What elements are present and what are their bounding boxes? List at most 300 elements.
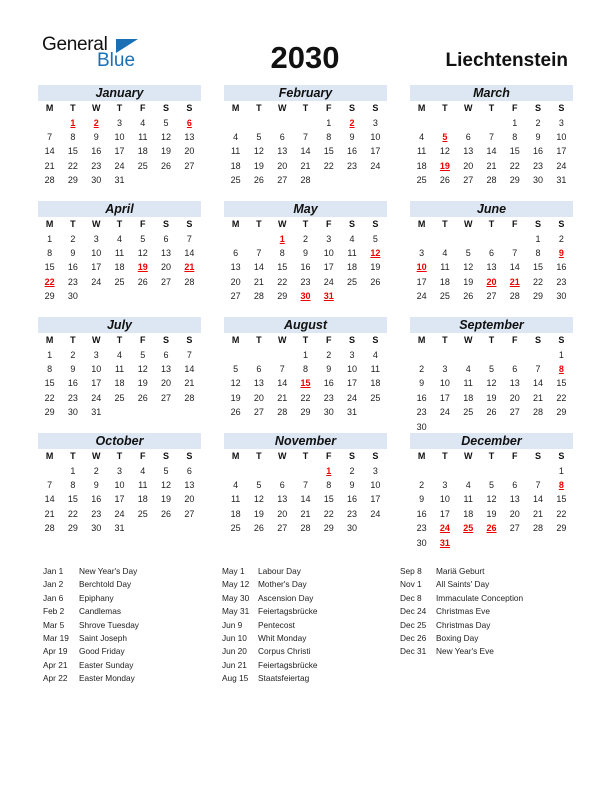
day-cell: 27: [161, 276, 172, 287]
day-cell: 24: [114, 160, 125, 171]
holiday-name: Mother's Day: [258, 579, 307, 590]
weekday-label: S: [558, 451, 565, 462]
day-cell: 18: [370, 378, 381, 389]
holiday-date: Apr 22: [43, 673, 68, 684]
day-cell: 28: [253, 291, 264, 302]
weekday-label: W: [277, 451, 287, 462]
holiday-row: [43, 605, 139, 618]
day-cell: 28: [44, 175, 55, 186]
day-cell: 24: [556, 160, 567, 171]
day-cell: 20: [184, 494, 195, 505]
day-cell: 14: [533, 378, 544, 389]
day-cell: 26: [439, 175, 450, 186]
day-cell: 30: [416, 537, 427, 548]
day-cell: 25: [137, 160, 148, 171]
holiday-row: [222, 659, 318, 672]
day-cell: 9: [349, 479, 355, 490]
holiday-date: Dec 31: [400, 646, 427, 657]
day-cell: 24: [416, 291, 427, 302]
month-header: February: [224, 85, 387, 101]
month-days-grid: [410, 333, 573, 434]
holiday-row: [400, 592, 523, 605]
weekday-label: M: [231, 219, 240, 230]
weekday-label: M: [231, 335, 240, 346]
holiday-name: Feiertagsbrücke: [258, 606, 318, 617]
holiday-name: Christmas Eve: [436, 606, 490, 617]
day-cell: 27: [184, 160, 195, 171]
day-cell: 24: [323, 276, 334, 287]
holiday-date: Mar 5: [43, 619, 65, 630]
day-cell: 20: [161, 378, 172, 389]
holiday-date: Dec 8: [400, 592, 422, 603]
day-cell: 3: [116, 117, 122, 128]
day-cell: 14: [509, 262, 520, 273]
day-cell: 10: [323, 247, 334, 258]
weekday-label: S: [558, 103, 565, 114]
day-cell: 23: [67, 276, 78, 287]
day-cell: 3: [326, 233, 332, 244]
weekday-label: W: [277, 103, 287, 114]
weekday-label: S: [372, 335, 379, 346]
holiday-day-cell: 1: [279, 233, 285, 244]
day-cell: 11: [230, 146, 241, 157]
weekday-label: T: [70, 451, 76, 462]
day-cell: 23: [347, 160, 358, 171]
holiday-date: Jun 10: [222, 632, 247, 643]
day-cell: 4: [116, 233, 122, 244]
day-cell: 14: [184, 363, 195, 374]
day-cell: 4: [233, 131, 239, 142]
weekday-label: T: [256, 103, 262, 114]
day-cell: 17: [439, 392, 450, 403]
weekday-label: T: [442, 451, 448, 462]
day-cell: 6: [186, 465, 192, 476]
day-cell: 6: [233, 247, 239, 258]
day-cell: 4: [419, 131, 425, 142]
day-cell: 18: [137, 146, 148, 157]
day-cell: 29: [300, 407, 311, 418]
holiday-row: [222, 672, 318, 685]
holiday-day-cell: 6: [186, 117, 192, 128]
weekday-label: T: [488, 219, 495, 230]
day-cell: 19: [230, 392, 241, 403]
weekday-label: T: [442, 219, 448, 230]
day-cell: 2: [93, 465, 99, 476]
day-cell: 16: [91, 146, 102, 157]
day-cell: 23: [91, 508, 102, 519]
holiday-day-cell: 8: [558, 479, 564, 490]
day-cell: 27: [253, 407, 264, 418]
holiday-row: [222, 619, 318, 632]
day-cell: 25: [230, 175, 241, 186]
weekday-label: M: [231, 451, 240, 462]
day-cell: 6: [465, 131, 471, 142]
day-cell: 9: [93, 131, 99, 142]
day-cell: 13: [277, 494, 288, 505]
day-cell: 18: [416, 160, 427, 171]
weekday-label: S: [535, 451, 542, 462]
holiday-column: [400, 565, 523, 659]
weekday-label: T: [116, 335, 123, 346]
weekday-label: S: [349, 219, 356, 230]
holiday-day-cell: 2: [93, 117, 99, 128]
day-cell: 22: [67, 160, 78, 171]
day-cell: 29: [509, 175, 520, 186]
day-cell: 30: [91, 523, 102, 534]
day-cell: 19: [161, 146, 172, 157]
day-cell: 21: [277, 392, 288, 403]
day-cell: 16: [347, 146, 358, 157]
day-cell: 17: [323, 262, 334, 273]
day-cell: 22: [323, 160, 334, 171]
weekday-label: T: [116, 103, 123, 114]
month-november: [224, 433, 387, 535]
day-cell: 7: [47, 131, 53, 142]
holiday-row: [43, 565, 139, 578]
year-title: 2030: [270, 40, 340, 75]
day-cell: 10: [347, 363, 358, 374]
day-cell: 12: [439, 146, 450, 157]
day-cell: 4: [233, 479, 239, 490]
day-cell: 26: [137, 392, 148, 403]
weekday-label: S: [372, 451, 379, 462]
day-cell: 23: [323, 392, 334, 403]
day-cell: 13: [230, 262, 241, 273]
day-cell: 31: [114, 523, 125, 534]
day-cell: 13: [509, 378, 520, 389]
holiday-name: New Year's Day: [79, 566, 138, 576]
day-cell: 20: [253, 392, 264, 403]
day-cell: 3: [442, 363, 448, 374]
day-cell: 21: [44, 508, 55, 519]
weekday-label: S: [163, 451, 170, 462]
holiday-row: [43, 619, 139, 632]
day-cell: 29: [556, 407, 567, 418]
day-cell: 25: [463, 407, 474, 418]
day-cell: 29: [533, 291, 544, 302]
day-cell: 22: [67, 508, 78, 519]
day-cell: 3: [442, 479, 448, 490]
day-cell: 30: [67, 407, 78, 418]
weekday-label: W: [463, 219, 473, 230]
day-cell: 30: [347, 523, 358, 534]
day-cell: 20: [509, 508, 520, 519]
day-cell: 28: [486, 175, 497, 186]
generalblue-logo: [42, 34, 142, 74]
day-cell: 16: [533, 146, 544, 157]
day-cell: 16: [67, 262, 78, 273]
weekday-label: S: [163, 335, 170, 346]
day-cell: 17: [439, 508, 450, 519]
holiday-name: Shrove Tuesday: [79, 619, 139, 630]
weekday-label: F: [140, 335, 146, 346]
weekday-label: W: [463, 451, 473, 462]
day-cell: 6: [163, 349, 169, 360]
holiday-row: [43, 672, 139, 685]
day-cell: 26: [161, 160, 172, 171]
holiday-date: May 12: [222, 579, 250, 590]
weekday-label: S: [372, 103, 379, 114]
day-cell: 12: [253, 146, 264, 157]
month-june: [410, 201, 573, 303]
day-cell: 6: [163, 233, 169, 244]
weekday-label: W: [277, 335, 287, 346]
day-cell: 12: [253, 494, 264, 505]
day-cell: 19: [463, 276, 474, 287]
day-cell: 11: [347, 247, 357, 258]
weekday-label: F: [140, 219, 146, 230]
day-cell: 30: [91, 175, 102, 186]
month-days-grid: [224, 449, 387, 535]
weekday-label: S: [349, 451, 356, 462]
day-cell: 21: [300, 160, 311, 171]
day-cell: 15: [44, 378, 55, 389]
weekday-label: T: [256, 219, 262, 230]
day-cell: 3: [372, 117, 378, 128]
day-cell: 24: [439, 407, 450, 418]
day-cell: 18: [230, 160, 241, 171]
holiday-day-cell: 21: [509, 276, 520, 287]
day-cell: 26: [253, 175, 264, 186]
day-cell: 19: [161, 494, 172, 505]
day-cell: 8: [70, 131, 76, 142]
day-cell: 11: [370, 363, 381, 374]
day-cell: 12: [161, 479, 172, 490]
weekday-label: F: [140, 451, 146, 462]
holiday-name: New Year's Eve: [436, 646, 494, 657]
weekday-label: F: [140, 103, 146, 114]
day-cell: 9: [93, 479, 99, 490]
holiday-name: Corpus Christi: [258, 646, 311, 657]
day-cell: 5: [163, 465, 169, 476]
holiday-date: Jun 20: [222, 646, 247, 657]
day-cell: 10: [114, 479, 125, 490]
weekday-label: T: [442, 335, 448, 346]
day-cell: 7: [186, 349, 192, 360]
day-cell: 22: [556, 508, 567, 519]
day-cell: 20: [277, 508, 288, 519]
day-cell: 24: [370, 508, 381, 519]
holiday-day-cell: 26: [486, 523, 497, 534]
day-cell: 19: [486, 508, 497, 519]
day-cell: 29: [67, 175, 78, 186]
day-cell: 15: [67, 494, 78, 505]
day-cell: 20: [463, 160, 474, 171]
day-cell: 13: [253, 378, 264, 389]
holiday-day-cell: 19: [439, 160, 450, 171]
day-cell: 15: [556, 494, 567, 505]
holiday-name: Saint Joseph: [79, 632, 127, 643]
day-cell: 29: [44, 407, 55, 418]
holiday-day-cell: 31: [439, 537, 450, 548]
day-cell: 2: [535, 117, 541, 128]
month-days-grid: [38, 217, 201, 303]
weekday-label: M: [45, 335, 54, 346]
weekday-label: S: [349, 335, 356, 346]
holiday-day-cell: 9: [558, 247, 564, 258]
weekday-label: S: [372, 219, 379, 230]
holiday-row: [43, 578, 139, 591]
day-cell: 15: [323, 146, 334, 157]
day-cell: 13: [184, 479, 195, 490]
day-cell: 15: [533, 262, 544, 273]
day-cell: 17: [114, 494, 125, 505]
holiday-day-cell: 1: [70, 117, 76, 128]
day-cell: 23: [416, 407, 427, 418]
day-cell: 28: [300, 175, 311, 186]
holiday-date: Mar 19: [43, 632, 69, 643]
weekday-label: T: [256, 451, 262, 462]
weekday-label: F: [512, 103, 518, 114]
holiday-name: Easter Sunday: [79, 659, 134, 670]
day-cell: 9: [326, 363, 332, 374]
holiday-date: Feb 2: [43, 606, 65, 617]
day-cell: 4: [349, 233, 355, 244]
holiday-date: May 30: [222, 592, 250, 603]
day-cell: 22: [44, 392, 55, 403]
holiday-name: Good Friday: [79, 646, 125, 657]
day-cell: 11: [114, 363, 125, 374]
day-cell: 14: [300, 494, 311, 505]
day-cell: 15: [44, 262, 55, 273]
day-cell: 5: [256, 479, 262, 490]
holiday-row: [222, 592, 318, 605]
holiday-row: [43, 592, 139, 605]
holiday-day-cell: 2: [349, 117, 355, 128]
holiday-name: Christmas Day: [436, 619, 491, 630]
day-cell: 13: [184, 131, 195, 142]
day-cell: 21: [533, 392, 544, 403]
holiday-row: [400, 645, 523, 658]
day-cell: 1: [512, 117, 518, 128]
country-title: Liechtenstein: [445, 50, 568, 71]
holiday-name: Mariä Geburt: [436, 566, 485, 576]
weekday-label: S: [535, 219, 542, 230]
weekday-label: S: [558, 335, 565, 346]
holiday-day-cell: 31: [323, 291, 334, 302]
weekday-label: M: [45, 103, 54, 114]
weekday-label: T: [70, 219, 76, 230]
day-cell: 31: [114, 175, 125, 186]
weekday-label: S: [558, 219, 565, 230]
day-cell: 10: [91, 247, 102, 258]
day-cell: 2: [302, 233, 308, 244]
month-september: [410, 317, 573, 434]
day-cell: 4: [372, 349, 378, 360]
day-cell: 9: [349, 131, 355, 142]
day-cell: 14: [184, 247, 195, 258]
day-cell: 8: [512, 131, 518, 142]
day-cell: 20: [277, 160, 288, 171]
day-cell: 12: [137, 363, 148, 374]
day-cell: 28: [533, 523, 544, 534]
day-cell: 21: [300, 508, 311, 519]
weekday-label: T: [302, 103, 309, 114]
month-days-grid: [224, 217, 387, 303]
weekday-label: S: [349, 103, 356, 114]
day-cell: 28: [184, 392, 195, 403]
month-days-grid: [224, 333, 387, 419]
day-cell: 15: [323, 494, 334, 505]
month-header: November: [224, 433, 387, 449]
weekday-label: F: [326, 335, 332, 346]
day-cell: 28: [184, 276, 195, 287]
day-cell: 18: [347, 262, 358, 273]
day-cell: 6: [512, 479, 518, 490]
holiday-row: [43, 645, 139, 658]
month-header: May: [224, 201, 387, 217]
day-cell: 5: [488, 363, 494, 374]
day-cell: 6: [256, 363, 262, 374]
day-cell: 31: [556, 175, 567, 186]
day-cell: 11: [138, 479, 148, 490]
weekday-label: T: [70, 103, 76, 114]
day-cell: 28: [300, 523, 311, 534]
day-cell: 27: [230, 291, 241, 302]
day-cell: 21: [533, 508, 544, 519]
weekday-label: M: [417, 219, 426, 230]
month-header: August: [224, 317, 387, 333]
weekday-label: W: [91, 335, 101, 346]
weekday-label: F: [512, 451, 518, 462]
day-cell: 11: [416, 146, 427, 157]
day-cell: 13: [463, 146, 474, 157]
day-cell: 24: [114, 508, 125, 519]
day-cell: 10: [114, 131, 125, 142]
month-header: September: [410, 317, 573, 333]
day-cell: 8: [47, 247, 53, 258]
day-cell: 7: [256, 247, 262, 258]
day-cell: 30: [416, 421, 427, 432]
holiday-row: [222, 565, 318, 578]
day-cell: 24: [91, 276, 102, 287]
day-cell: 9: [70, 363, 76, 374]
month-march: [410, 85, 573, 187]
day-cell: 6: [279, 131, 285, 142]
day-cell: 1: [70, 465, 76, 476]
day-cell: 6: [512, 363, 518, 374]
day-cell: 4: [442, 247, 448, 258]
day-cell: 18: [463, 392, 474, 403]
weekday-label: W: [463, 103, 473, 114]
weekday-label: S: [535, 103, 542, 114]
holiday-date: Jan 2: [43, 579, 64, 590]
day-cell: 17: [416, 276, 427, 287]
weekday-label: F: [512, 219, 518, 230]
day-cell: 5: [233, 363, 239, 374]
day-cell: 12: [463, 262, 474, 273]
day-cell: 20: [230, 276, 241, 287]
day-cell: 25: [114, 392, 125, 403]
day-cell: 7: [512, 247, 518, 258]
day-cell: 8: [47, 363, 53, 374]
day-cell: 16: [416, 508, 427, 519]
day-cell: 1: [326, 117, 332, 128]
day-cell: 11: [463, 378, 473, 389]
day-cell: 5: [163, 117, 169, 128]
day-cell: 4: [116, 349, 122, 360]
day-cell: 1: [47, 349, 53, 360]
day-cell: 7: [279, 363, 285, 374]
holiday-row: [222, 632, 318, 645]
day-cell: 2: [70, 233, 76, 244]
day-cell: 1: [535, 233, 541, 244]
month-days-grid: [38, 449, 201, 535]
holiday-row: [43, 632, 139, 645]
day-cell: 16: [347, 494, 358, 505]
day-cell: 16: [556, 262, 567, 273]
day-cell: 5: [140, 233, 146, 244]
